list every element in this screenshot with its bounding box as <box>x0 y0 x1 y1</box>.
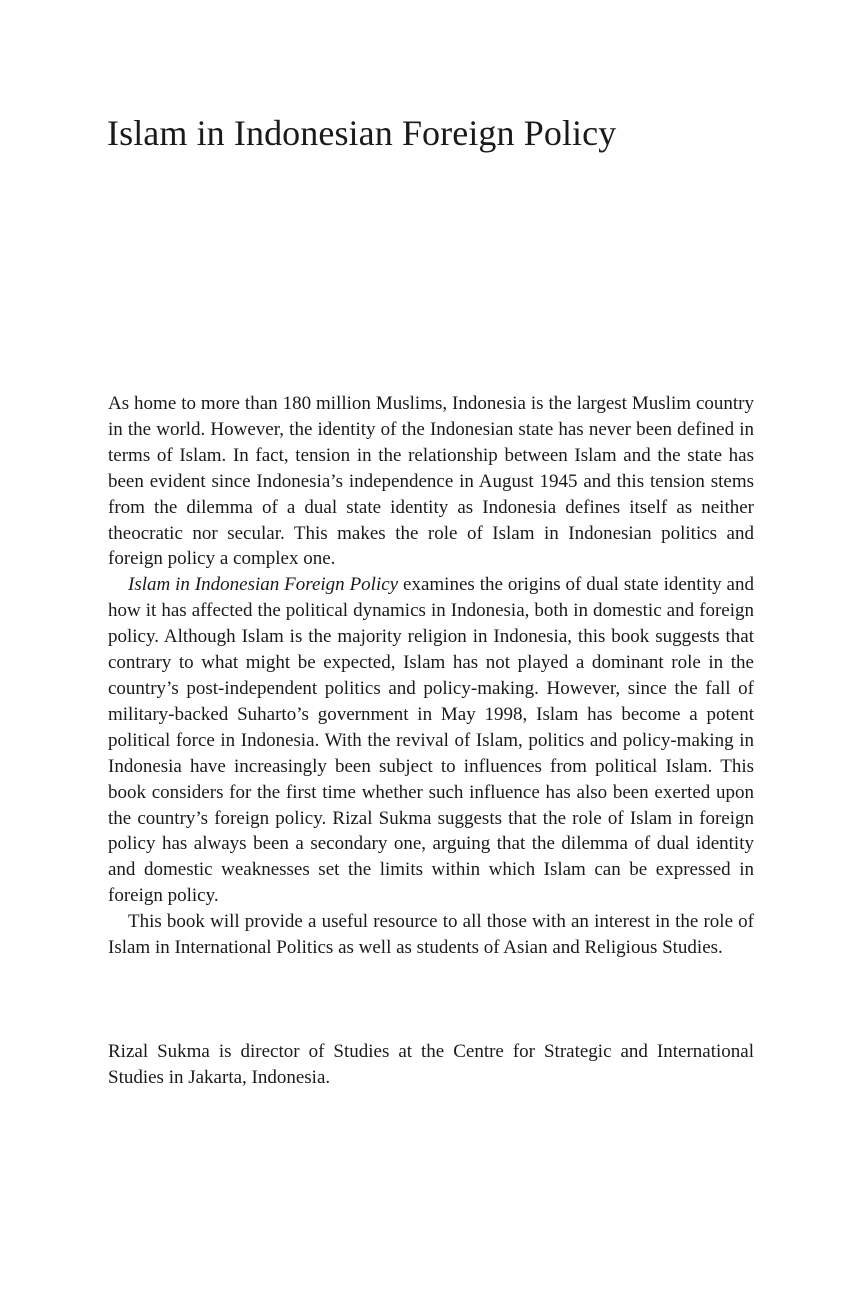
description-paragraph-2 <box>108 572 754 909</box>
book-title: Islam in Indonesian Foreign Policy <box>107 113 617 153</box>
author-bio <box>108 1039 754 1091</box>
book-title-italic: Islam in Indonesian Foreign Policy <box>128 574 399 596</box>
book-description <box>108 391 754 961</box>
description-paragraph-3: This book will provide a useful resource to all those with an interest in the role of Islam in International Politics as well as students of Asian and Religious Studies. <box>108 911 754 959</box>
author-name: Rizal Sukma <box>108 1041 210 1062</box>
description-paragraph-2-text: examines the origins of dual state identity and how it has affected the political dynamics in Indonesia, both in domestic and foreign policy. Although Islam is the majority religion in Indonesia, this book suggests that contrary to what might be expected, Islam has not played a dominant role in the country’s post-independent politics and policy-making. However, since the fall of military-backed Suharto’s government in May 1998, Islam has become a potent political force in Indonesia. With the revival of Islam, politics and policy-making in Indonesia have increasingly been subject to influences from political Islam. This book considers for the first time whether such influence has also been exerted upon the country’s foreign policy. Rizal Sukma suggests that the role of Islam in foreign policy has always been a secondary one, arguing that the dilemma of dual identity and domestic weaknesses set the limits within which Islam can be expressed in foreign policy. <box>108 574 754 907</box>
author-bio-text: is director of Studies at the Centre for Strategic and International Studies in Jakarta, Indonesia. <box>108 1041 754 1088</box>
description-paragraph-1: As home to more than 180 million Muslims, Indonesia is the largest Muslim country in the world. However, the identity of the Indonesian state has never been defined in terms of Islam. In fact, tension in the relationship between Islam and the state has been evident since Indonesia’s independence in August 1945 and this tension stems from the dilemma of a dual state identity as Indonesia defines itself as neither theocratic nor secular. This makes the role of Islam in Indonesian politics and foreign policy a complex one. <box>108 393 754 570</box>
